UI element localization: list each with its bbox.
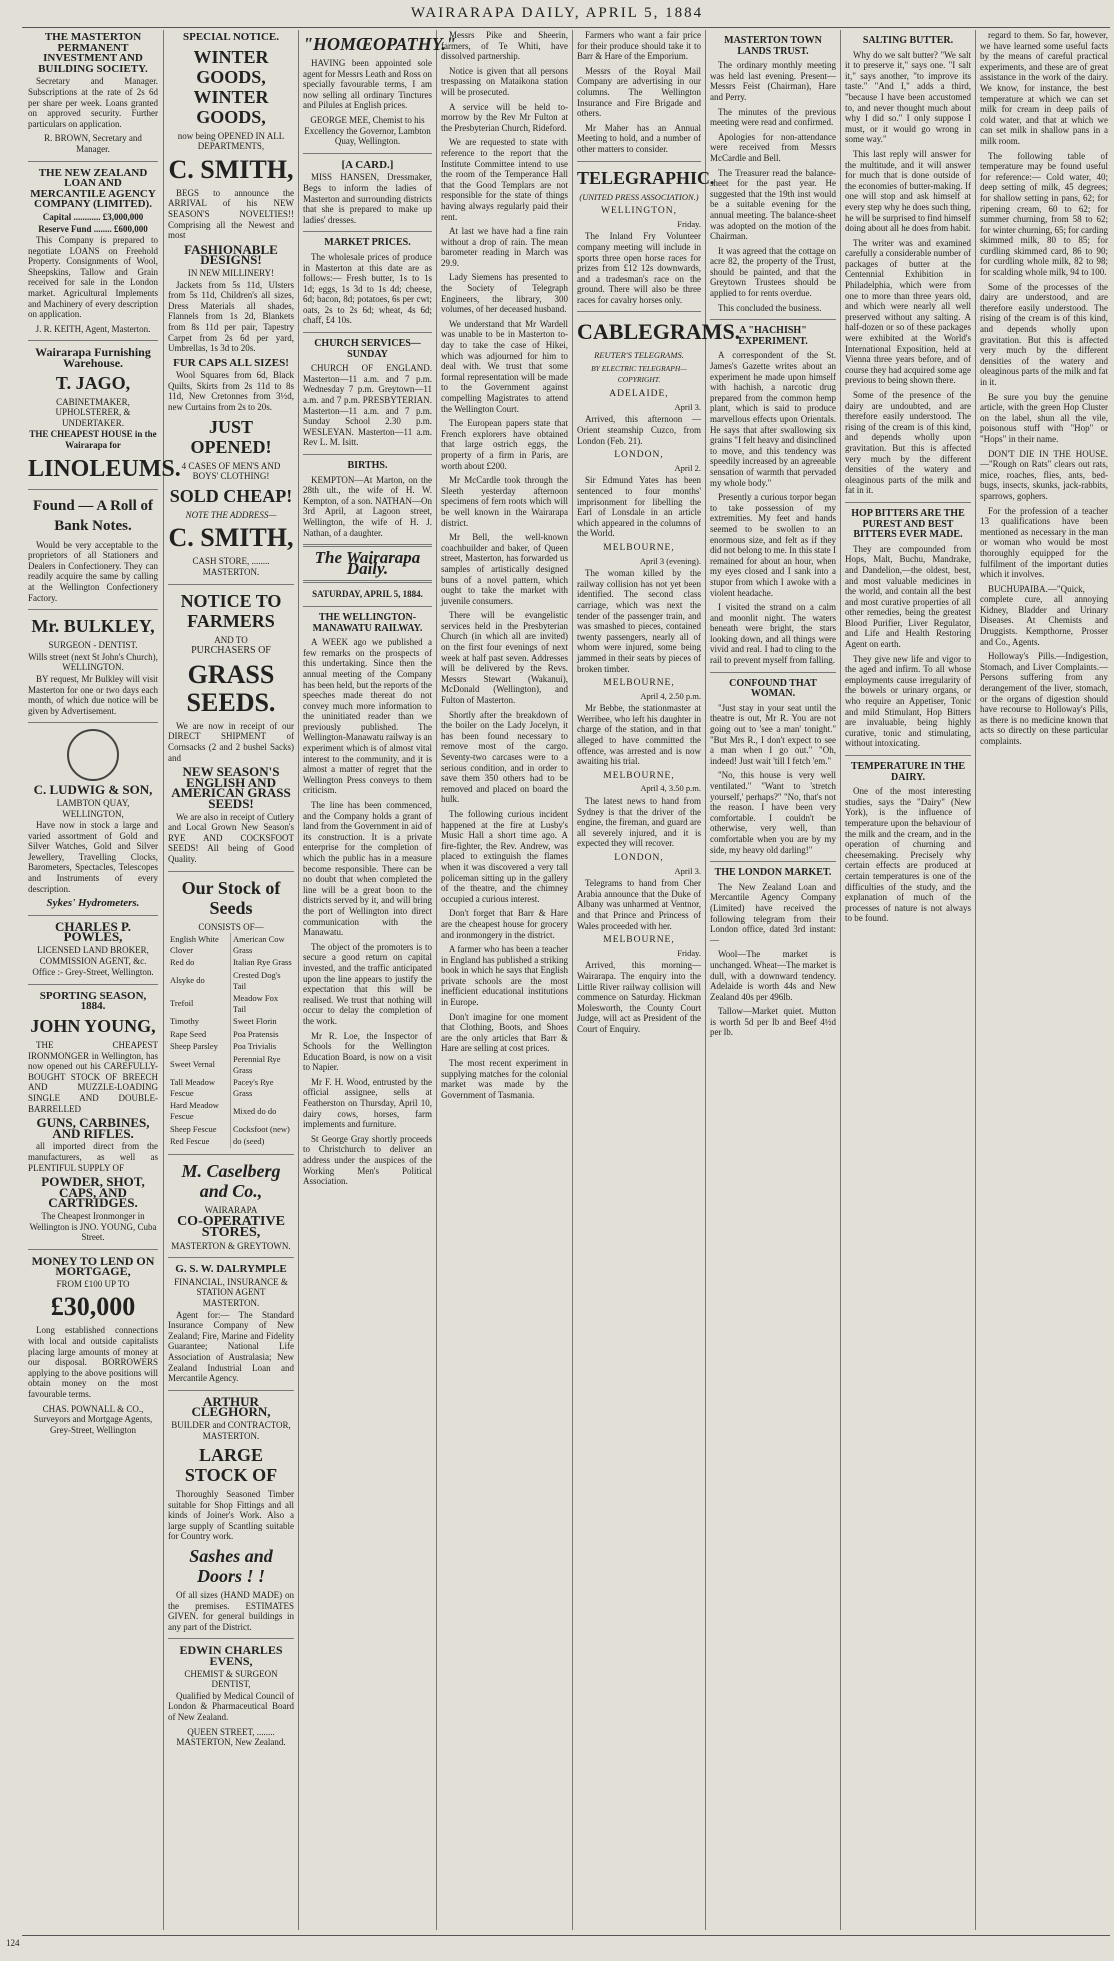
paragraph: This last reply will answer for the multitude, and it will answer for much that is done outside of the economies of butter-making. If one will stop and ask himself at every step why he does such thing, he will be surprised to find himself doing about all he does from habit. (845, 148, 971, 234)
ad-separator (28, 722, 158, 723)
capital-line: Capital ............ £3,000,000 (42, 211, 144, 222)
dateline-place: WELLINGTON, (601, 206, 677, 217)
paragraph: We understand that Mr Wardell was unable to be in Masterton to-day to take the case of Hikei, which was adjourned for him to deal with. We trust that some formal representation will be made to the Government against compelling Magistrates to attend the Wellington Court. (441, 318, 568, 414)
paragraph: This concluded the business. (718, 302, 822, 313)
paragraph: They are compounded from Hops, Malt, Buchu, Mandrake, and Dandelion,—the oldest, best, and most valuable medicines in the world, and contain all the best and most curative properties of all other remedies, being the greatest Blood Purifier, Liver Regulator, and Life and Health Restoring Agent on earth. (845, 543, 971, 650)
seed-cell: do (seed) (232, 1136, 265, 1147)
paragraph: Telegrams to hand from Cher Arabia announce that the Duke of Albany was unharmed at Ventnor, and that Prince and Princess of Wales proceeded with her. (577, 878, 701, 931)
ad-body: Jackets from 5s 11d, Ulsters from 5s 11d, Children's all sizes, Dress Materials all shades, Flannels from 1s 2d, Blankets from 8s 11d per pair, Tapestry Carpet from 2s 6d per yard, Umbrellas, 1s 3d to 20s. (168, 279, 294, 354)
ad-trade: FINANCIAL, INSURANCE & STATION AGENT MASTERTON. (174, 1276, 288, 1308)
paragraph: It was agreed that the cottage on acre 82, the property of the Trust, should be painted, and that the Greytown Trustees should be applied to for rents overdue. (710, 245, 836, 299)
ad-address: QUEEN STREET, ........ MASTERTON, New Zealand. (176, 1726, 286, 1748)
section-heading: MARKET PRICES. (324, 237, 411, 249)
ad-trade: BUILDER and CONTRACTOR, MASTERTON. (171, 1419, 291, 1441)
paragraph: Farmers who want a fair price for their produce should take it to Barr & Hare of the Emporium. (577, 30, 701, 62)
ad-address: Office :- Grey-Street, Wellington. (32, 967, 154, 978)
seed-cell: Sweet Florin (232, 1016, 277, 1027)
paragraph: Wool—The market is unchanged. Wheat—The market is dull, with a downward tendency. Adelaide is worth 44s and New Zealand 40s per 496lb. (710, 949, 836, 1002)
paragraph: Mr Maher has an Annual Meeting to hold, and a number of other matters to consider. (577, 122, 701, 154)
seed-cell: Alsyke do (168, 969, 230, 992)
ad-subtitle: AND TO (214, 634, 248, 645)
ad-title: THE MASTERTON PERMANENT INVESTMENT AND BUILDING SOCIETY. (38, 31, 148, 75)
ad-subtitle: now being OPENED IN ALL DEPARTMENTS, (177, 130, 285, 152)
ad-separator (28, 340, 158, 341)
section-separator (710, 319, 836, 320)
ad-address: LAMBTON QUAY, WELLINGTON, (56, 797, 130, 819)
seed-cell: Timothy (168, 1015, 230, 1028)
ad-body: Agent for:— The Standard Insurance Company of New Zealand; Fire, Marine and Fidelity Guarantee; National Life Association of Australasia; New Zealand Industrial Loan and Mercantile Agency. (168, 1309, 294, 1384)
article-heading: CONFOUND THAT WOMAN. (729, 677, 817, 700)
ad-body: Secretary and Manager. Subscriptions at the rate of 2s 6d per share per week. Loans granted on approved security. Further particulars on application. (28, 76, 158, 129)
ad-amount: £30,000 (50, 1292, 136, 1322)
paragraph: Some of the presence of the dairy are undoubted, and are therefore easily understood. The rising of the cream is of this kind, and depends wholly upon gravitation. But this is affected very much by the different densities of the watery and oleaginous parts of the milk and fat in it. (845, 390, 971, 496)
seed-cell: American Cow Grass (232, 934, 285, 955)
newspaper-logo: The Wairarapa Daily. (314, 548, 421, 578)
dateline-place: MELBOURNE, (603, 770, 675, 781)
paragraph: Apologies for non-attendance were received from Messrs McCardle and Bell. (710, 131, 836, 163)
ad-separator (303, 153, 432, 154)
ad-subtitle: PURCHASERS OF (191, 645, 271, 657)
ad-separator (168, 584, 294, 585)
ad-signature: J. R. KEITH, Agent, Masterton. (35, 323, 151, 334)
paragraph: Lady Siemens has presented to the Society of Telegraph Engineers, the library, 300 volumes, of her deceased husband. (441, 272, 568, 315)
column-5 (577, 30, 741, 1935)
masthead-rule (22, 27, 1110, 28)
paragraph: For the profession of a teacher 13 qualifications have been mentioned as necessary in the man or woman who would be most thoroughly equipped for the fulfilment of the important duties which it involves. (980, 505, 1108, 580)
ad-address: MASTERTON & GREYTOWN. (171, 1240, 291, 1251)
ad-body: We are also in receipt of Cutlery and Local Grown New Season's RYE AND COCKSFOOT SEEDS! All being of Good Quality. (168, 811, 294, 864)
ad-headline: FASHIONABLE DESIGNS! (184, 241, 278, 268)
seed-row (168, 969, 294, 992)
paragraph: Arrived, this morning—Wairarapa. The enquiry into the Little River railway collision will commence on Saturday. Hickman Molesworth, the County Court Judge, will act as President of the Court of Enquiry. (577, 960, 701, 1034)
ad-title: [A CARD.] (341, 158, 394, 171)
column-3 (303, 30, 456, 1935)
ad-note: NOTE THE ADDRESS— (185, 509, 277, 520)
dateline-date: Friday. (677, 947, 701, 958)
ad-signature: R. BROWN, Secretary and Manager. (44, 133, 142, 154)
ad-body: Of all sizes (HAND MADE) on the premises. ESTIMATES GIVEN. for general buildings in any part of the District. (168, 1590, 294, 1632)
paragraph: "No, this house is very well ventilated." "Want to 'stretch yourself,' perhaps?" "No, that's not the reason. I have been very comfortable. I couldn't be otherwise, very well, than comfortable when you are by my side, my heavy old darling!" (710, 770, 836, 855)
dateline-date: April 4, 3.50 p.m. (640, 783, 701, 794)
paragraph: A WEEK ago we published a few remarks on the prospects of this undertaking. Since then the annual meeting of the Company has been held, but the reports of the speeches made thereat do not convey much more information to the uninitiated reader than we previously published. The Wellington-Manawatu railway is an experiment which is of almost vital interest to the community, and it is almost a matter of regret that the Wellington Press conveys to them criticism. (303, 637, 432, 796)
ad-address: CASH STORE, ........ MASTERTON. (192, 556, 270, 578)
paragraph: Mr Bebbe, the stationmaster at Werribee, who left his daughter in charge of the station, and in that alleged to have committed the offence, was arrested and is now awaiting his trial. (577, 703, 701, 767)
seed-row (168, 933, 294, 956)
ad-separator (28, 609, 158, 610)
dateline-place: LONDON, (614, 450, 664, 461)
ad-title: SPORTING SEASON, 1884. (39, 989, 147, 1013)
ad-separator (28, 915, 158, 916)
ad-body: BEGS to announce the ARRIVAL of his NEW SEASON'S NOVELTIES!! Comprising all the Newest and most (168, 187, 294, 241)
seed-cell: Meadow Fox Tail (232, 993, 279, 1014)
paragraph: They give new life and vigor to the aged and infirm. To all whose employments cause irregularity of the bowels or urinary organs, or who require an Appetiser, Tonic and mild Stimulant, Hop Bitters are invaluable, being highly curative, tonic and stimulating, without intoxicating. (845, 653, 971, 749)
ad-body: HAVING been appointed sole agent for Messrs Leath and Ross on specially favourable terms, I am now selling all ordinary Tinctures and Pilules at English prices. (303, 58, 432, 111)
paragraph: Holloway's Pills.—Indigestion, Stomach, and Liver Complaints.—Persons suffering from any derangement of the liver, stomach, or the organs of digestion should have recourse to Holloway's Pills, as there is no medicine known that acts so directly on these particular complaints. (980, 651, 1108, 746)
ad-headline: LARGE STOCK OF (184, 1445, 278, 1486)
column-8 (980, 30, 1108, 1935)
ad-subtitle: CONSISTS OF— (198, 921, 264, 932)
ad-trade: SURGEON - DENTIST. (48, 640, 138, 651)
dateline-date: Friday. (677, 218, 701, 229)
paragraph: The Treasurer read the balance-sheet for the past year. He suggested that the 19th inst would be a suitable evening for the annual meeting. The balance-sheet was adopted on the motion of the Chairman. (710, 167, 836, 242)
section-subheading: BY ELECTRIC TELEGRAPH—COPYRIGHT. (591, 364, 687, 384)
seed-row (168, 956, 294, 969)
seed-row (168, 992, 294, 1015)
ad-separator (168, 1257, 294, 1258)
seed-cell: Poa Pratensis (232, 1028, 279, 1039)
ad-headline: CO-OPERATIVE STORES, (177, 1214, 285, 1240)
section-separator (845, 502, 971, 503)
paragraph: Some of the processes of the dairy are understood, and are therefore easily understood. The rising of the cream is of this kind, and depends wholly upon gravitation. But this is affected very much by the different densities of the watery and oleaginous parts of the milk and fat in it. (980, 281, 1108, 387)
ad-headline: NEW SEASON'S ENGLISH AND AMERICAN GRASS SEEDS! (171, 764, 291, 811)
ad-separator (168, 1638, 294, 1639)
paragraph: Notice is given that all persons trespassing on Mataikona station will be prosecuted. (441, 65, 568, 97)
paragraph: The Inland Fry Volunteer company meeting will include in sports three open horse races for prizes from £12 12s downwards, and a tradesman's race on the ground. There will also be three races for cavalry horses only. (577, 231, 701, 305)
section-subheading: (UNITED PRESS ASSOCIATION.) (579, 191, 699, 202)
paragraph: BUCHUPAIBA.—"Quick, complete cure, all annoying Kidney, Bladder and Urinary Diseases. At Chemists and Druggists. Kempthorne, Prosser and Co., Agents. (980, 583, 1108, 647)
paragraph: The following table of temperature may be found useful for reference:— Cold water, 40; deep setting of milk, 45 degrees; for shallow setting in pans, 62; for ripening cream, 60 to 62; for summer churning, from 58 to 62; for winter churning, 65; for carding skimmed milk, 80 to 85; for curdling skimmed card, 86 to 90; for curdling whole milk, 82 to 98; for scalding whole milk, 94 to 100. (980, 150, 1108, 278)
seed-cell: Trefoil (168, 992, 230, 1015)
ad-trade: LICENSED LAND BROKER, COMMISSION AGENT, &c. (37, 945, 149, 966)
ad-body: We are now in receipt of our DIRECT SHIPMENT of Cornsacks (2 and 2 bushel Sacks) and (168, 720, 294, 763)
paragraph: Be sure you buy the genuine article, with the green Hop Cluster on the label, shun all the vile, poisonous stuff with "Hop" or "Hops" in their name. (980, 391, 1108, 444)
ad-separator (303, 231, 432, 232)
article-heading: TEMPERATURE IN THE DAIRY. (850, 761, 966, 783)
section-separator (710, 672, 836, 673)
section-heading: TELEGRAPHIC. (577, 167, 715, 188)
dateline-date: April 3. (674, 401, 701, 412)
paragraph: A farmer who has been a teacher in England has published a striking book in which he says that English private schools are the most inefficient educational institutions in Europe. (441, 944, 568, 1008)
paragraph: Shortly after the breakdown of the boiler on the Lady Jocelyn, it has been found necessary to remove most of the cargo. Seventy-two carcases were to a serious condition, and in order to save them 350 others had to be removed and placed on board the hulk. (441, 709, 568, 805)
paragraph: DON'T DIE IN THE HOUSE.—"Rough on Rats" clears out rats, mice, roaches, flies, ants, bed-bugs, insects, skunks, jack-rabbits, sparrows, gophers. (980, 448, 1108, 501)
section-heading: CABLEGRAMS. (577, 319, 741, 345)
paragraph: Don't forget that Barr & Hare are the cheapest house for grocery and ironmongery in the district. (441, 908, 568, 940)
ad-signature: CHAS. POWNALL & CO., Surveyors and Mortgage Agents, Grey-Street, Wellington (33, 1403, 153, 1435)
dateline-date: April 3 (evening). (639, 555, 701, 566)
article-heading: A "HACHISH" EXPERIMENT. (738, 325, 808, 347)
seed-cell: Italian Rye Grass (232, 957, 292, 968)
paragraph: Mr F. H. Wood, entrusted by the official assignee, sells at Featherston on Thursday, April 10, dairy cows, horses, farm implements and furniture. (303, 1076, 432, 1130)
ad-title: Found — A Roll of Bank Notes. (32, 497, 154, 534)
ad-name: EDWIN CHARLES EVENS, (179, 1643, 283, 1669)
paragraph: CHURCH OF ENGLAND. Masterton—11 a.m. and 7 p.m. Wednesday 7 p.m. Greytown—11 a.m. and 7 p.m. PRESBYTERIAN. Masterton—11 a.m. and 7 p.m. Sunday School 2.30 p.m. WESLEYAN. Masterton—11 a.m. Rev L. M. Isitt. (303, 363, 432, 448)
ad-separator (303, 332, 432, 333)
ad-separator (168, 1154, 294, 1155)
seed-cell: Perennial Rye Grass (232, 1054, 281, 1075)
ad-subtitle: WAIRARAPA (204, 1204, 258, 1215)
article-heading: THE WELLINGTON-MANAWATU RAILWAY. (312, 611, 423, 634)
ad-title: THE NEW ZEALAND LOAN AND MERCANTILE AGENCY COMPANY (LIMITED). (30, 166, 156, 211)
section-separator (577, 161, 701, 162)
column-divider (298, 30, 299, 1930)
reserve-line: Reserve Fund ........ £600,000 (38, 223, 148, 234)
ad-separator (303, 454, 432, 455)
seed-cell: Red Fescue (168, 1135, 230, 1148)
column-divider (436, 30, 437, 1930)
seed-row (168, 1076, 294, 1099)
paragraph: There will be evangelistic services held in the Presbyterian Church (in which all are invited) on the first four evenings of next week at half past seven. Addresses will be delivered by the Revs. Messrs Stewart (Wakanui), McDonald (Wellington), and Fulton of Masterton. (441, 610, 568, 706)
ad-body: This Company is prepared to negotiate LOANS on Freehold Property. Consignments of Wool, Sheepskins, Tallow and Grain received for sale in the London market. Agricultural Implements and Machinery of every description on application. (28, 235, 158, 320)
ad-address: Wills street (next St John's Church), WELLINGTON. (28, 651, 158, 673)
ad-signature: GEORGE MEE, Chemist to his Excellency the Governor, Lambton Quay, Wellington. (304, 114, 431, 147)
column-divider (572, 30, 573, 1930)
ad-body: BY request, Mr Bulkley will visit Masterton for one or two days each month, of which due notice will be given by Advertisement. (28, 673, 158, 716)
section-separator (845, 755, 971, 756)
paragraph: Messrs of the Royal Mail Company are advertising in our columns. The Wellington Insurance and Fire Brigade and others. (577, 65, 701, 119)
paragraph: A correspondent of the St. James's Gazette writes about an experiment he made upon himself with hachish, a narcotic drug prepared from the common hemp plant, which is said to produce marvellous effects upon Orientals. He says that after swallowing six grains "I felt heavy and disinclined to move, and this tendency was speedily increased by an agreeable sensation of warmth that pervaded my whole body." (710, 350, 836, 488)
seed-cell: Crested Dog's Tail (232, 969, 281, 991)
section-subheading: REUTER'S TELEGRAMS. (594, 350, 684, 361)
ad-headline: JUST OPENED! (190, 416, 272, 457)
ad-body: Long established connections with local and outside capitalists placing large amounts of money at our disposal. BORROWERS applying to the above positions will obtain money on the most favourable terms. (28, 1325, 158, 1400)
paragraph: A service will be held to-morrow by the Rev Mr Fulton at the Presbyterian Church, Rideford. (441, 101, 568, 133)
ad-headline: SOLD CHEAP! (169, 485, 293, 506)
seed-cell: Poa Trivialis (232, 1041, 277, 1052)
ad-title: NOTICE TO FARMERS (180, 590, 282, 631)
column-divider (163, 30, 164, 1930)
ad-subtitle: 4 CASES OF MEN'S AND BOYS' CLOTHING! (181, 460, 281, 482)
seed-cell: Red do (168, 956, 230, 969)
seed-cell: Tall Meadow Fescue (168, 1076, 230, 1099)
paragraph: The object of the promoters is to secure a good return on capital invested, and the traffic anticipated upon the line appears to justify the expectation that this will be realised. We trust that nothing will occur to delay the completion of the work. (303, 941, 432, 1026)
ad-name: C. SMITH, (168, 523, 294, 553)
ad-separator (28, 984, 158, 985)
ad-name: Mr. BULKLEY, (31, 616, 155, 637)
seed-row (168, 1135, 294, 1148)
ad-separator (168, 1390, 294, 1391)
section-heading: BIRTHS. (347, 460, 388, 471)
dateline-date: April 3. (674, 865, 701, 876)
ad-signature: The Cheapest Ironmonger in Wellington is JNO. YOUNG, Cuba Street. (29, 1210, 157, 1243)
seed-cell: Sweet Vernal (168, 1053, 230, 1076)
column-6 (710, 30, 836, 1935)
ad-separator (28, 1249, 158, 1250)
seed-row (168, 1015, 294, 1028)
ad-separator (303, 606, 432, 607)
paragraph: Messrs Pike and Sheerin, farmers, of Te Whiti, have dissolved partnership. (441, 30, 568, 62)
dateline-place: ADELAIDE, (609, 389, 669, 400)
dateline-place: MELBOURNE, (603, 935, 675, 946)
ad-separator (303, 544, 432, 547)
seed-cell: Sheep Fescue (168, 1123, 230, 1136)
ad-name: C. LUDWIG & SON, (33, 782, 153, 798)
ad-body: all imported direct from the manufacturers, as well as PLENTIFUL SUPPLY OF (28, 1141, 158, 1173)
ad-subtitle: FROM £100 UP TO (56, 1278, 130, 1289)
ad-title: "HOMŒOPATHY." (303, 34, 456, 54)
ad-title: SPECIAL NOTICE. (183, 31, 279, 43)
column-4 (441, 30, 568, 1935)
paragraph: Mr Bell, the well-known coachbuilder and baker, of Queen street, Masterton, has forwarded us samples of artistically designed buns of a novel pattern, which ought to take the market with juvenile consumers. (441, 532, 568, 606)
paragraph: At last we have had a fine rain without a drop of rain. The mean barometer reading in March was 29.9. (441, 226, 568, 268)
paragraph: The European papers state that French explorers have obtained that large ostrich eggs, the property of a firm in Paris, are worth about £200. (441, 418, 568, 471)
ad-name: M. Caselberg and Co., (181, 1160, 281, 1201)
ad-body: Thoroughly Seasoned Timber suitable for Shop Fittings and all kinds of Joiner's Work. Also a large supply of Scantling suitable for Country work. (168, 1489, 294, 1542)
seed-cell: Hard Meadow Fescue (168, 1099, 230, 1122)
dateline-date: April 4, 2.50 p.m. (640, 690, 701, 701)
ad-headline: POWDER, SHOT, CAPS, AND CARTRIDGES. (41, 1174, 145, 1211)
ad-headline: Sashes and Doors ! ! (189, 1546, 273, 1587)
seed-cell: Rape Seed (168, 1028, 230, 1041)
section-heading: CHURCH SERVICES—SUNDAY (314, 338, 421, 360)
column-7 (845, 30, 971, 1935)
ad-headline: FUR CAPS ALL SIZES! (173, 356, 289, 369)
paragraph: Why do we salt butter? "We salt it to preserve it," says one. "I salt it," says another, "to improve its taste." "And I," adds a third, "because I have been accustomed to, and never thought much about why I did so." I only suppose I must, or it would go wrong in some way." (845, 49, 971, 145)
ad-tagline: Sykes' Hydrometers. (46, 897, 140, 910)
article-heading: HOP BITTERS ARE THE PUREST AND BEST BITTERS EVER MADE. (851, 507, 965, 541)
ad-headline: GRASS SEEDS. (186, 659, 276, 717)
paragraph: The line has been commenced, and the Company holds a grant of land from the Government in aid of its construction. It is a private enterprise for the completion of which the public has in a measure become responsible. There can be no doubt that when completed the line will be a great boon to the districts served by it, and will bring the port of Wellington into direct communication with the Manawatu. (303, 800, 432, 938)
paragraph: St George Gray shortly proceeds to Christchurch to deliver an address under the auspices of the Working Men's Political Association. (303, 1133, 432, 1187)
ad-subtitle: IN NEW MILLINERY! (187, 267, 275, 278)
seed-row (168, 1053, 294, 1076)
ad-title: MONEY TO LEND ON MORTGAGE, (31, 1253, 155, 1279)
seed-row (168, 1040, 294, 1053)
paragraph: Arrived, this afternoon — Orient steamship Cuzco, from London (Feb. 21). (577, 414, 701, 446)
paragraph: Don't imagine for one moment that Clothing, Boots, and Shoes are the only articles that Barr & Hare are selling at cost prices. (441, 1011, 568, 1054)
paragraph: regard to them. So far, however, we have learned some useful facts by the means of careful practical experiments, and these are of great assistance in the work of the dairy. We know, for instance, the best temperature at which we can set milk for cream in deep pails of cold water, and that at which we can set milk in shallow pans in a milk room. (980, 30, 1108, 146)
ad-separator (168, 871, 294, 872)
ad-separator (28, 489, 158, 490)
seed-table (168, 933, 294, 1148)
masthead (0, 0, 1114, 26)
ad-body: THE CHEAPEST IRONMONGER in Wellington, has now opened out his CAREFULLY-BOUGHT STOCK OF BREECH AND MUZZLE-LOADING SINGLE AND DOUBLE-BARRELLED (28, 1040, 158, 1114)
paragraph: Presently a curious torpor began to take possession of my extremities. My feet and hands seemed to be swollen to an enormous size, and felt as if they did not belong to me. In this state I remained for about an hour, when my eyes closed and I sank into a stupor from which I awoke with a violent headache. (710, 492, 836, 598)
seed-cell: Pacey's Rye Grass (232, 1077, 274, 1098)
pocket-watch-icon (67, 729, 119, 781)
ad-headline: LINOLEUMS. (28, 455, 181, 482)
dateline-date: April 2. (674, 462, 701, 473)
column-2 (168, 30, 294, 1935)
paragraph: The most recent experiment in supplying matches for the colonial market was made by the Government of Tasmania. (441, 1058, 568, 1100)
ad-tagline: THE CHEAPEST HOUSE in the Wairarapa for (29, 429, 157, 450)
seed-cell: Sheep Parsley (168, 1040, 230, 1053)
ad-headline: GUNS, CARBINES, AND RIFLES. (36, 1115, 150, 1141)
paragraph: We are requested to state with reference to the report that the Institute Committee intend to use the room of the Temperance Hall that the Good Templars are not responsible for the state of things having always regularly paid their rent. (441, 137, 568, 222)
ad-title: Wairarapa Furnishing Warehouse. (35, 345, 151, 371)
ad-separator (28, 161, 158, 162)
section-separator (577, 311, 701, 312)
ad-title: Our Stock of Seeds (181, 877, 281, 918)
page-number: 124 (6, 1938, 20, 1948)
paragraph: The woman killed by the railway collision has not yet been identified. The second class carriage, which was next the tender of the passenger train, and was smashed to pieces, contained twenty passengers, nearly all of whom were injured, some being jammed in their seats by pieces of broken timber. (577, 568, 701, 674)
column-divider (705, 30, 706, 1930)
paragraph: The New Zealand Loan and Mercantile Agency Company (Limited) have received the following telegram from their London office, dated 3rd instant:— (710, 881, 836, 945)
dateline-place: MELBOURNE, (603, 678, 675, 689)
paragraph: Sir Edmund Yates has been sentenced to four months' imprisonment for libelling the Earl of Lonsdale in an article which appeared in the columns of the World. (577, 475, 701, 539)
ad-name: C. SMITH, (168, 154, 294, 184)
article-heading: SALTING BUTTER. (862, 35, 954, 46)
paragraph: Mr R. Loe, the Inspector of Schools for the Wellington Education Board, is now on a visit to Napier. (303, 1030, 432, 1073)
article-heading: THE LONDON MARKET. (714, 867, 832, 879)
ad-name: JOHN YOUNG, (30, 1016, 156, 1036)
issue-date: SATURDAY, APRIL 5, 1884. (312, 589, 423, 600)
column-divider (840, 30, 841, 1930)
column-1 (28, 30, 181, 1935)
ad-headline: WINTER GOODS, WINTER GOODS, (193, 46, 269, 127)
ad-body: Would be very acceptable to the proprietors of all Stationers and Dealers in Confectionery. They can readily acquire the same by calling at the Wellington Confectionery Factory. (28, 539, 158, 603)
paragraph: The ordinary monthly meeting was held last evening. Present—Messrs Feist (Chairman), Hare and Perry. (710, 60, 836, 102)
paragraph: "Just stay in your seat until the theatre is out, Mr R. You are not going out to 'see a man' tonight." "But Mrs R., I don't expect to see a man when I go out." "Oh, indeed! Just wait 'till I fetch 'em." (710, 702, 836, 766)
dateline-place: MELBOURNE, (603, 542, 675, 553)
paragraph: The wholesale prices of produce in Masterton at this date are as follows:— Fresh butter, 1s to 1s 1d; eggs, 1s 3d to 1s 4d; cheese, 6d; bacon, 8d; potatoes, 6s per cwt; oats, 2s to 2s 6d; wheat, 4s 6d; chaff, £4 10s. (303, 251, 432, 326)
ad-trade: CHEMIST & SURGEON DENTIST, (184, 1668, 278, 1690)
paragraph: The writer was and examined carefully a considerable number of packages of butter at the Centennial Exhibition in Philadelphia, which were from one to more than three years old, and which were nearly all well preserved without any salting. A half-dozen or so of these packages were exhibited at the World's International Exposition, held at Vienna three years before, and of course they had acquired some age previous to being shown there. (845, 237, 971, 386)
paragraph: I visited the strand on a calm and moonlit night. The waters beneath were bright, the stars looking down, and all things were vivid and real. I had to cling to the rail to prevent myself from falling. (710, 602, 836, 666)
paragraph: Tallow—Market quiet. Mutton is worth 5d per lb and Beef 4½d per lb. (710, 1006, 836, 1038)
seed-row (168, 1028, 294, 1041)
ad-name: CHARLES P. POWLES, (54, 918, 132, 945)
paragraph: KEMPTON—At Marton, on the 28th ult., the wife of H. W. Kempton, of a son. NATHAN—On 3rd April, at Lagoon street, Wellington, the wife of H. J. Nathan, of a daughter. (303, 474, 432, 538)
seed-cell: Mixed do do (232, 1105, 277, 1116)
ad-name: ARTHUR CLEGHORN, (191, 1393, 271, 1420)
masthead-title: WAIRARAPA DAILY, APRIL 5, 1884 (410, 5, 704, 21)
ad-body: Have now in stock a large and varied assortment of Gold and Silver Watches, Gold and Silver Jewellery, Travelling Clocks, Barometers, Spectacles, Telescopes and Instruments of every description. (28, 820, 158, 894)
ad-name: T. JAGO, (55, 372, 131, 393)
ad-name: G. S. W. DALRYMPLE (175, 1263, 287, 1276)
paragraph: The latest news to hand from Sydney is that the driver of the engine, the fireman, and guard are all severely injured, and it is expected they will recover. (577, 796, 701, 849)
paragraph: One of the most interesting studies, says the "Dairy" (New York), is the influence of temperature upon the behaviour of the milk and the cream, and in the operation of churning and cheesemaking. Precisely why certain effects are produced at certain temperatures is one of the difficulties of the study, and the explanation of much of the processes of nature is not always to be found. (845, 786, 971, 924)
footer-rule (22, 1935, 1110, 1936)
paragraph: The following curious incident happened at the fire at Lusby's Music Hall a short time ago. A fire-fighter, the Rev. Andrew, was placed to extinguish the flames when it was discovered a very tall policeman sitting up in the gallery of the theatre, and the chimney occupied a curious interest. (441, 808, 568, 904)
paragraph: The minutes of the previous meeting were read and confirmed. (710, 106, 836, 128)
article-heading: MASTERTON TOWN LANDS TRUST. (724, 35, 822, 57)
seed-row (168, 1099, 294, 1122)
section-separator (710, 861, 836, 862)
ad-body: Wool Squares from 6d, Black Quilts, Skirts from 2s 11d to 8s 11d, New Cretonnes from 3½d, new Curtains from 2s to 20s. (168, 370, 294, 413)
paragraph: Mr McCardle took through the Sleeth yesterday afternoon specimens of fern roots which will be well known in the Wairarapa district. (441, 475, 568, 528)
seed-row (168, 1123, 294, 1136)
ad-trade: CABINETMAKER, UPHOLSTERER, & UNDERTAKER. (55, 396, 131, 428)
seed-cell: English White Clover (168, 933, 230, 956)
dateline-place: LONDON, (614, 853, 664, 863)
seed-cell: Cocksfoot (new) (232, 1123, 290, 1134)
ad-body: MISS HANSEN, Dressmaker, Begs to inform the ladies of Masterton and surrounding districts that she is prepared to make up ladies' dresses. (303, 172, 432, 225)
column-divider (975, 30, 976, 1930)
ad-separator (303, 580, 432, 583)
ad-body: Qualified by Medical Council of London & Pharmaceutical Board of New Zealand. (168, 1690, 294, 1722)
